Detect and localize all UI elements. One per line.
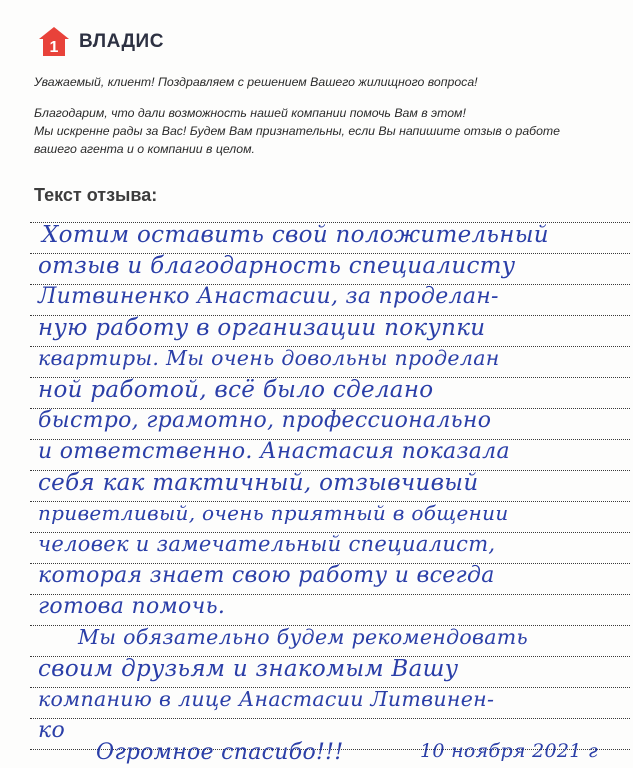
intro-thanks: Благодарим, что дали возможность нашей компании помочь Вам в этом! xyxy=(34,106,466,120)
review-heading: Текст отзыва: xyxy=(34,185,158,205)
handwritten-line: Мы обязательно будем рекомендовать xyxy=(78,625,528,649)
handwritten-line: ко xyxy=(38,718,65,743)
handwritten-line: себя как тактичный, отзывчивый xyxy=(38,470,479,496)
intro-request-cont: вашего агента и о компании в целом. xyxy=(34,142,255,156)
intro-greeting: Уважаемый, клиент! Поздравляем с решением Вашего жилищного вопроса! xyxy=(34,75,478,89)
company-logo xyxy=(37,22,164,62)
intro-request: Мы искренне рады за Вас! Будем Вам признательны, если Вы напишите отзыв о работе xyxy=(34,124,561,138)
handwritten-line: приветливый, очень приятный в общении xyxy=(38,501,509,525)
handwritten-date: 10 ноября 2021 г xyxy=(420,740,598,762)
logo-digit: 1 xyxy=(49,39,59,56)
handwritten-line: Литвиненко Анастасии, за проделан- xyxy=(38,284,499,309)
handwritten-line: ную работу в организации покупки xyxy=(38,315,486,341)
handwritten-line: готова помочь. xyxy=(38,594,226,619)
company-name: ВЛАДИС xyxy=(79,31,164,52)
handwritten-thanks: Огромное спасибо!!! xyxy=(96,740,344,765)
handwritten-line: квартиры. Мы очень довольны проделан xyxy=(38,346,500,370)
handwritten-line: ной работой, всё было сделано xyxy=(38,377,434,403)
handwritten-line: своим друзьям и знакомым Вашу xyxy=(38,656,459,682)
handwritten-line: отзыв и благодарность специалисту xyxy=(38,253,516,279)
handwritten-line: компанию в лице Анастасии Литвинен- xyxy=(38,687,495,711)
handwritten-line: и ответственно. Анастасия показала xyxy=(38,439,510,464)
handwritten-line: которая знает свою работу и всегда xyxy=(38,563,495,588)
handwritten-line: человек и замечательный специалист, xyxy=(38,532,496,556)
house-logo-icon xyxy=(37,25,71,59)
handwritten-line: быстро, грамотно, профессионально xyxy=(38,408,492,433)
rule-line xyxy=(30,718,630,719)
handwritten-line: Хотим оставить свой положительный xyxy=(42,222,549,248)
